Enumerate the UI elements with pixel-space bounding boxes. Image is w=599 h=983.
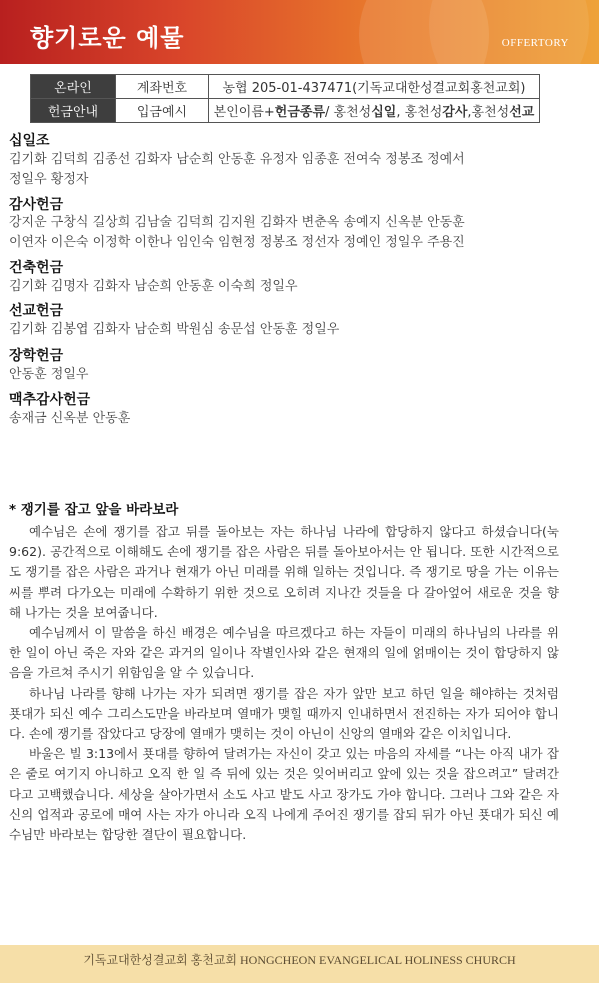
footer-church-name: 기독교대한성결교회 홍천교회 HONGCHEON EVANGELICAL HOLINESS CHURCH xyxy=(83,953,516,967)
page-subtitle: OFFERTORY xyxy=(501,37,569,49)
example-value: 본인이름+헌금종류/ 홍천성십일, 홍천성감사,홍천성선교 xyxy=(209,99,540,123)
section-title-building: 건축헌금 xyxy=(9,260,64,276)
account-value: 농협 205-01-437471(기독교대한성결교회홍천교회) xyxy=(209,75,540,99)
section-title-harvest-thanksgiving: 맥추감사헌금 xyxy=(9,392,91,408)
name-line: 정일우 황정자 xyxy=(9,172,89,187)
section-title-thanksgiving: 감사헌금 xyxy=(9,197,64,213)
essay-paragraph: 하나님 나라를 향해 나가는 자가 되려면 쟁기를 잡은 자가 앞만 보고 하던 일을 해야하는 것처럼 푯대가 되신 예수 그리스도만을 바라보며 열매가 맺힐 때까지 인내하면서 전진하는 자가 되어야 합니다. 손에 쟁기를 잡았다고 당장에 열매가 맺히는 것이 아닌이 신앙의 열매와 같은 이치입니다. xyxy=(9,685,559,742)
name-line: 김기화 김명자 김화자 남순희 안동훈 이숙희 정일우 xyxy=(9,279,298,294)
essay-paragraph: 바울은 빌 3:13에서 푯대를 향하여 달려가는 자신이 갖고 있는 마음의 자세를 “나는 아직 내가 잡은 줄로 여기지 아니하고 오직 한 일 즉 뒤에 있는 것은 잊어버리고 앞에 있는 것을 잡으려고” 달려간다고 고백했습니다. 세상을 살아가면서 소도 사고 밭도 사고 장가도 가야 합니다. 그러나 그와 같은 자신의 업적과 공로에 매여 사는 자가 아니라 오직 나에게 주어진 쟁기를 잡되 뒤가 아닌 푯대가 되신 예수님만 바라보는 합당한 결단이 필요합니다. xyxy=(9,746,559,843)
section-title-scholarship: 장학헌금 xyxy=(9,348,64,364)
essay-title: * 쟁기를 잡고 앞을 바라보라 xyxy=(9,502,179,518)
example-key: 입금예시 xyxy=(116,99,209,123)
name-line: 김기화 김봉엽 김화자 남순희 박원심 송문섭 안동훈 정일우 xyxy=(9,322,340,337)
essay xyxy=(9,498,559,845)
section-title-mission: 선교헌금 xyxy=(9,303,64,319)
footer-banner xyxy=(0,945,599,983)
header-banner xyxy=(0,0,599,64)
thanksgiving-names xyxy=(9,213,589,253)
section-title-tithe: 십일조 xyxy=(9,133,50,149)
name-line: 강지운 구창식 길상희 김남술 김덕희 김지원 김화자 변춘옥 송예지 신옥분 안동훈 xyxy=(9,215,465,230)
online-offering-table xyxy=(30,74,540,123)
banner-decoration xyxy=(429,0,589,64)
harvest-thanksgiving-names xyxy=(9,409,589,429)
tithe-names xyxy=(9,150,589,190)
account-key: 계좌번호 xyxy=(116,75,209,99)
online-label: 온라인 xyxy=(31,75,116,99)
building-names xyxy=(9,277,589,297)
name-line: 김기화 김덕희 김종선 김화자 남순희 안동훈 유정자 임종훈 전여숙 정봉조 정예서 xyxy=(9,152,465,167)
essay-paragraph: 예수님께서 이 말씀을 하신 배경은 예수님을 따르겠다고 하는 자들이 미래의 하나님의 나라를 위한 일이 아닌 죽은 자와 같은 과거의 일이나 작별인사와 같은 현재의 일에 얽매이는 것이 합당하지 않음을 가르쳐 주시기 위함임을 알 수 있습니다. xyxy=(9,625,559,681)
mission-names xyxy=(9,320,589,340)
name-line: 이연자 이은숙 이정학 이한나 임인숙 임현정 정봉조 정선자 정예인 정일우 주용진 xyxy=(9,235,465,250)
essay-paragraph: 예수님은 손에 쟁기를 잡고 뒤를 돌아보는 자는 하나님 나라에 합당하지 않다고 하셨습니다(눅 9:62). 공간적으로 이해해도 손에 쟁기를 잡은 사람은 뒤를 돌아보아서는 안 됩니다. 또한 시간적으로도 쟁기를 잡은 사람은 과거나 현재가 아닌 미래를 위해 일하는 것입니다. 즉 쟁기로 땅을 가는 이유는 씨를 뿌려 다가오는 미래에 수확하기 위한 것으로 오히려 지나간 것들을 다 갈아엎어 새로운 것을 향해 나가는 것을 보여줍니다. xyxy=(9,524,559,620)
name-line: 송재금 신옥분 안동훈 xyxy=(9,411,131,426)
page-title: 향기로운 예물 xyxy=(30,24,185,52)
scholarship-names xyxy=(9,365,589,385)
offering-guide-label: 헌금안내 xyxy=(31,99,116,123)
name-line: 안동훈 정일우 xyxy=(9,367,89,382)
